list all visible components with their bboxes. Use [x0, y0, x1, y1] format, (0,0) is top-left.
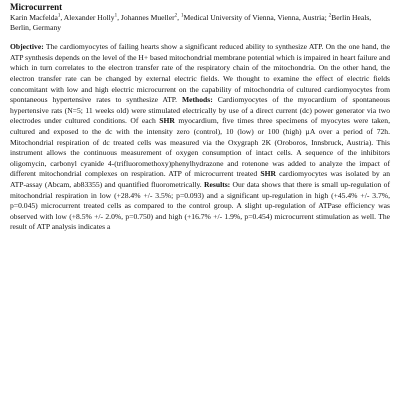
paper-title: Microcurrent [10, 2, 63, 12]
author-1: Karin Macfelda [10, 13, 58, 22]
author-2: Alexander Holly [63, 13, 115, 22]
author-2-affiliation-mark: 1 [114, 13, 118, 19]
results-label: Results: [204, 179, 231, 189]
methods-text: Cardiomyocytes of the myocardium of spontaneous hypertensive rats (N=5; 11 weeks old) were stimulated electrically by use of a direct current (dc) power generator via two electrodes under cultured conditions. Of each [10, 95, 390, 126]
affiliation-2: Berlin Heals, Berlin, Germany [10, 13, 372, 32]
objective-text: The cardiomyocytes of failing hearts show a significant reduced ability to synthesize ATP. On the one hand, the ATP synthesis depends on the level of the H+ based mitochondrial membrane potential which is impaired in heart failure and which in turn correlates to the electron transfer rate of the respiratory chain of the mitochondria. On the other hand, the electron transfer rate can be changed by external electric fields. We thought to examine the effect of electric fields concomitant with low and high electric microcurrent on the capability of mitochondria of cultured cardiomyocytes from spontaneous hypertensive rates to synthesize ATP. [10, 42, 391, 105]
methods-label: Methods: [181, 95, 213, 105]
shr-term-1: SHR [159, 116, 175, 126]
author-3-affiliation-mark: 2 [174, 13, 178, 19]
affiliation-1: Medical University of Vienna, Vienna, Austria; [183, 13, 327, 22]
author-1-affiliation-mark: 1 [57, 13, 61, 19]
affiliation-2-mark: 2 [328, 13, 332, 19]
methods-text-2: myocardium, five times three specimens of myocytes were taken, cultured and exposed to the dc with the intensity zero (control), 10 (low) or 100 (high) µA over a period of 72h. Mitochondrial respiration of dc treated cells was measured via the Oxygraph 2K (Oroboros, Innsbruck, Austria). This instrument allows the continuous measurement of oxygen consumption of intact cells. A sequence of the inhibitors oligomycin, carbonyl cyanide 4-(trifluoromethoxy)phenylhydrazone and rotenone was added to analyze the impact of different mitochondrial complexes on respiration. ATP of microcurrent treated [10, 116, 391, 179]
abstract-body [10, 42, 390, 233]
shr-term-2: SHR [260, 169, 276, 179]
author-3: Johannes Mueller [120, 13, 175, 22]
methods-text-3: cardiomyocytes was isolated by an ATP-assay (Abcam, ab83355) and quantified fluorometrically. [10, 169, 390, 189]
author-line: Karin Macfelda$^1$, Alexander Holly$^1$, Johannes Mueller$^2$, $^1$Medical University of Vienna, Vienna, Austria; $^2$Berlin Heals, Berlin, Germany [10, 13, 372, 32]
results-text: Our data shows that there is small up-regulation of mitochondrial respiration in low (+28.4% +/- 3.5%; p=0.093) and a significant up-regulation in high (+45.4% +/- 3.7%, p=0.045) microcurrent treated cells as compared to the control group. A slight up-regulation of ATPase efficiency was observed with low (+8.5% +/- 2.0%, p=0.750) and high (+16.7% +/- 1.9%, p=0.454) microcurrent stimulation as well. The result of ATP analysis indicates a [10, 179, 390, 232]
affiliation-1-mark: 1 [180, 13, 184, 19]
objective-label: Objective: [10, 42, 44, 52]
